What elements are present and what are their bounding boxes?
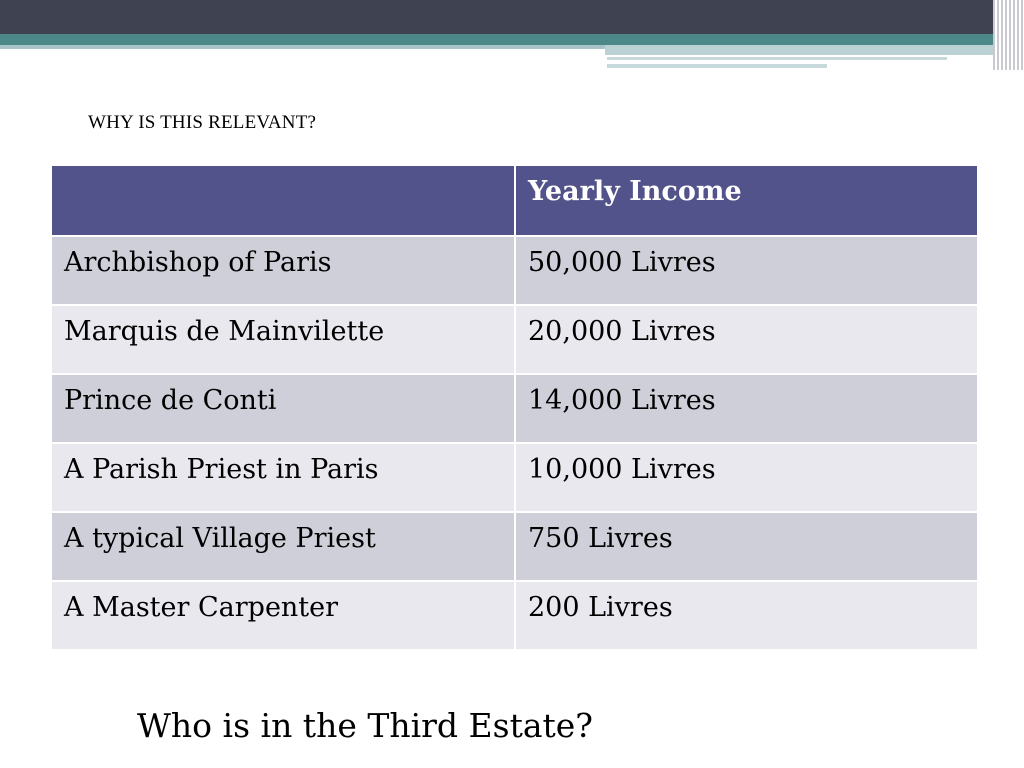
income-table [52,166,979,651]
slide-question: Who is in the Third Estate? [137,706,593,745]
slide-heading: WHY IS THIS RELEVANT? [88,112,317,133]
person-cell: Marquis de Mainvilette [52,306,516,375]
income-cell: 750 Livres [516,513,979,582]
table-header-cell [52,166,516,237]
table-header-row [52,166,979,237]
table-row [52,375,979,444]
table-row [52,582,979,651]
income-cell: 200 Livres [516,582,979,651]
table-row [52,237,979,306]
person-cell: Prince de Conti [52,375,516,444]
header-band-light [0,45,605,49]
header-band-teal [0,34,1000,45]
table-header-cell: Yearly Income [516,166,979,237]
income-cell: 20,000 Livres [516,306,979,375]
table-row [52,306,979,375]
person-cell: A typical Village Priest [52,513,516,582]
header-line [607,64,827,68]
header-stripes [993,0,1024,70]
income-cell: 10,000 Livres [516,444,979,513]
table-row [52,513,979,582]
person-cell: A Parish Priest in Paris [52,444,516,513]
header-band-light-right [605,45,1005,55]
header-line [607,57,947,60]
person-cell: Archbishop of Paris [52,237,516,306]
table-row [52,444,979,513]
income-cell: 14,000 Livres [516,375,979,444]
person-cell: A Master Carpenter [52,582,516,651]
income-cell: 50,000 Livres [516,237,979,306]
header-band-dark [0,0,1024,34]
